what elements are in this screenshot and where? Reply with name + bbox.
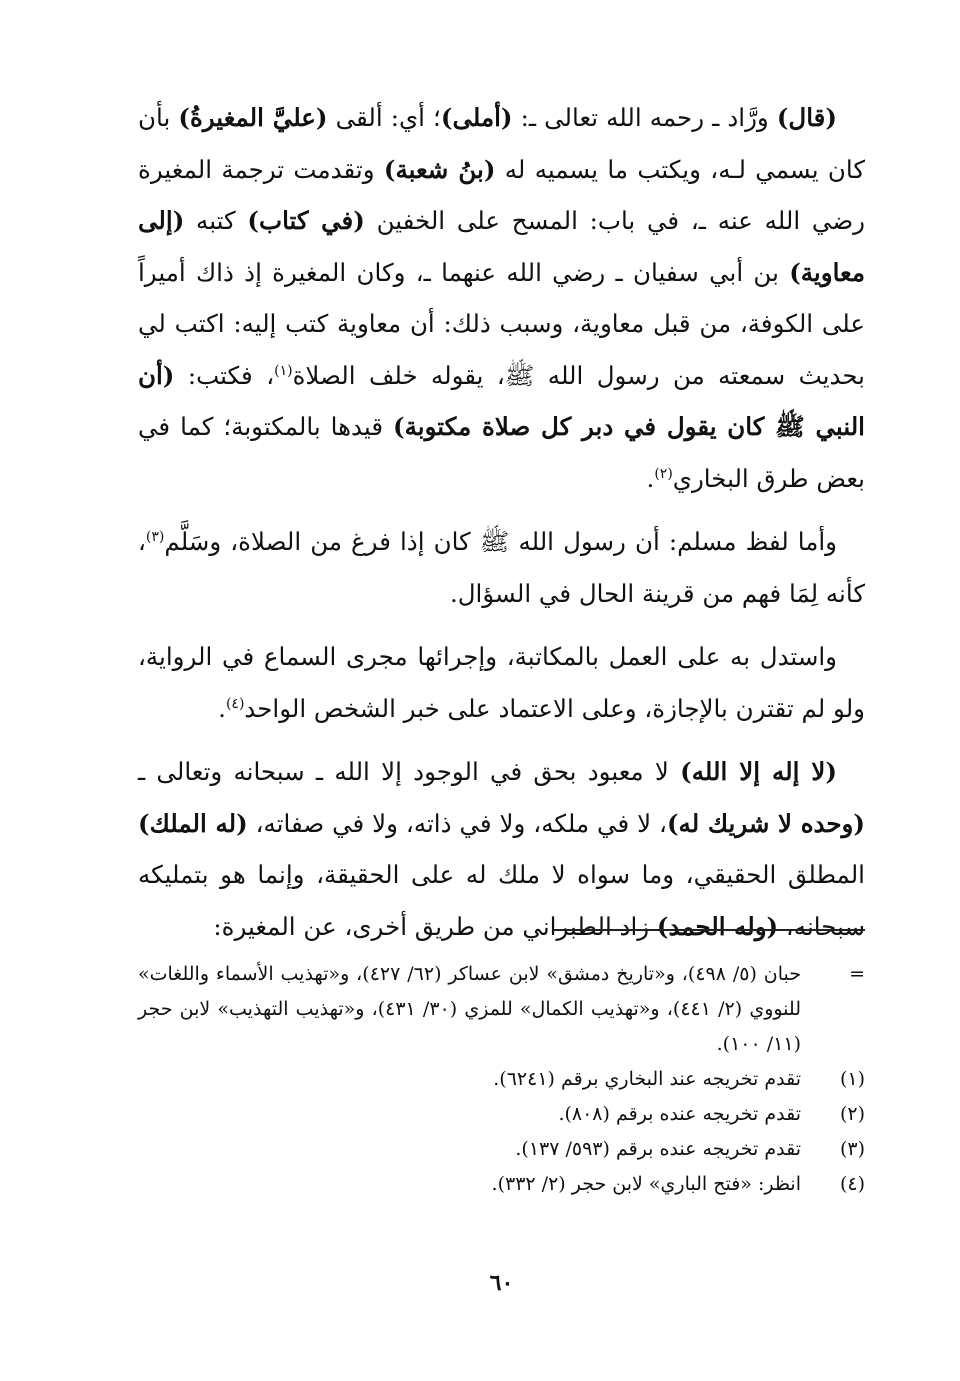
footnote-4 <box>138 1167 865 1202</box>
main-text <box>138 92 865 952</box>
book-page <box>138 92 865 1332</box>
footnote-text: تقدم تخريجه عنده برقم (٥٩٣/ ١٣٧). <box>515 1138 801 1160</box>
footnote-text: حبان (٥/ ٤٩٨)، و«تاريخ دمشق» لابن عساكر (٦٢/ ٤٢٧)، و«تهذيب الأسماء واللغات» للنووي (٢/ ٤٤١)، و«تهذيب الكمال» للمزي (٣٠/ ٤٣١)، و«تهذيب التهذيب» لابن حجر (١١/ ١٠٠). <box>138 963 801 1055</box>
footnotes <box>138 957 865 1202</box>
text-run: قيدها بالمكتوبة؛ كما في بعض طرق البخاري <box>138 412 865 493</box>
footnote-ref: (٢) <box>654 465 673 482</box>
text-run: ورَّاد ـ رحمه الله تعالى ـ: <box>512 103 777 132</box>
footnote-continuation <box>138 957 865 1062</box>
text-run: المطلق الحقيقي، وما سواه لا ملك له على الحقيقة، وإنما هو بتمليكه سبحانه، <box>138 860 865 941</box>
bold-phrase: (له الملك) <box>138 808 248 838</box>
text-run: . <box>218 693 226 723</box>
bold-phrase: (وله الحمد) <box>656 911 779 941</box>
footnote-marker: (١) <box>839 1068 865 1090</box>
text-run: زاد الطبراني من طريق أخرى، عن المغيرة: <box>213 911 657 941</box>
bold-phrase: (أملى) <box>440 103 513 132</box>
text-run: وأما لفظ مسلم: أن رسول الله ﷺ كان إذا فرغ من الصلاة، وسَلَّم <box>164 527 837 556</box>
paragraph-4 <box>138 746 865 952</box>
footnote-text: انظر: «فتح الباري» لابن حجر (٢/ ٣٣٢). <box>491 1173 801 1195</box>
footnote-ref: (٤) <box>225 695 245 712</box>
footnote-marker: (٣) <box>839 1138 865 1160</box>
text-run: واستدل به على العمل بالمكاتبة، وإجرائها مجرى السماع في الرواية، ولو لم تقترن بالإجازة، وعلى الاعتماد على خبر الشخص الواحد <box>138 642 865 723</box>
bold-phrase: (إلى معاوية) <box>138 206 865 287</box>
paragraph-3 <box>138 631 865 734</box>
bold-phrase: (لا إله إلا الله) <box>680 757 837 786</box>
footnote-text: تقدم تخريجه عنده برقم (٨٠٨). <box>558 1103 801 1125</box>
bold-phrase: (أن النبي ﷺ كان يقول في دبر كل صلاة مكتوبة) <box>138 360 865 441</box>
footnote-ref: (٣) <box>145 528 165 545</box>
paragraph-2 <box>138 516 865 619</box>
bold-phrase: (وحده لا شريك له) <box>666 808 865 838</box>
bold-phrase: (عليَّ المغيرةُ) <box>178 103 328 132</box>
footnote-marker: (٤) <box>839 1173 865 1195</box>
text-run: بأن كان يسمي لـه، ويكتب ما يسميه له <box>138 103 866 184</box>
footnote-text: تقدم تخريجه عند البخاري برقم (٦٢٤١). <box>493 1068 801 1090</box>
paragraph-1 <box>138 92 865 504</box>
page-number: ٦٠ <box>489 1270 514 1296</box>
text-run: ، فكتب: <box>174 360 275 390</box>
bold-phrase: (في كتاب) <box>247 206 365 235</box>
bold-phrase: (قال) <box>776 103 837 132</box>
footnote-marker: = <box>849 963 865 985</box>
bold-phrase: (بنُ شعبة) <box>383 154 496 184</box>
footnote-separator <box>553 929 865 931</box>
text-run: وتقدمت ترجمة المغيرة رضي الله عنه ـ، في باب: المسح على الخفين <box>138 154 865 235</box>
footnote-1 <box>138 1062 865 1097</box>
text-run: . <box>646 463 655 493</box>
text-run: لا معبود بحق في الوجود إلا الله ـ سبحانه وتعالى ـ <box>138 757 681 786</box>
footnote-3 <box>138 1132 865 1167</box>
footnote-2 <box>138 1097 865 1132</box>
text-run: ، كأنه لِمَا فهم من قرينة الحال في السؤال. <box>138 527 865 608</box>
text-run: بن أبي سفيان ـ رضي الله عنهما ـ، وكان المغيرة إذ ذاك أميراً على الكوفة، من قبل معاوية، وسبب ذلك: أن معاوية كتب إليه: اكتب لي بحديث سمعته من رسول الله ﷺ، يقوله خلف الصلاة <box>138 257 865 390</box>
text-run: ، لا في ملكه، ولا في ذاته، ولا في صفاته، <box>247 808 667 838</box>
text-run: ؛ أي: ألقى <box>327 103 441 132</box>
footnote-ref: (١) <box>274 362 293 379</box>
text-run: كتبه <box>184 206 248 235</box>
footnote-marker: (٢) <box>839 1103 865 1125</box>
